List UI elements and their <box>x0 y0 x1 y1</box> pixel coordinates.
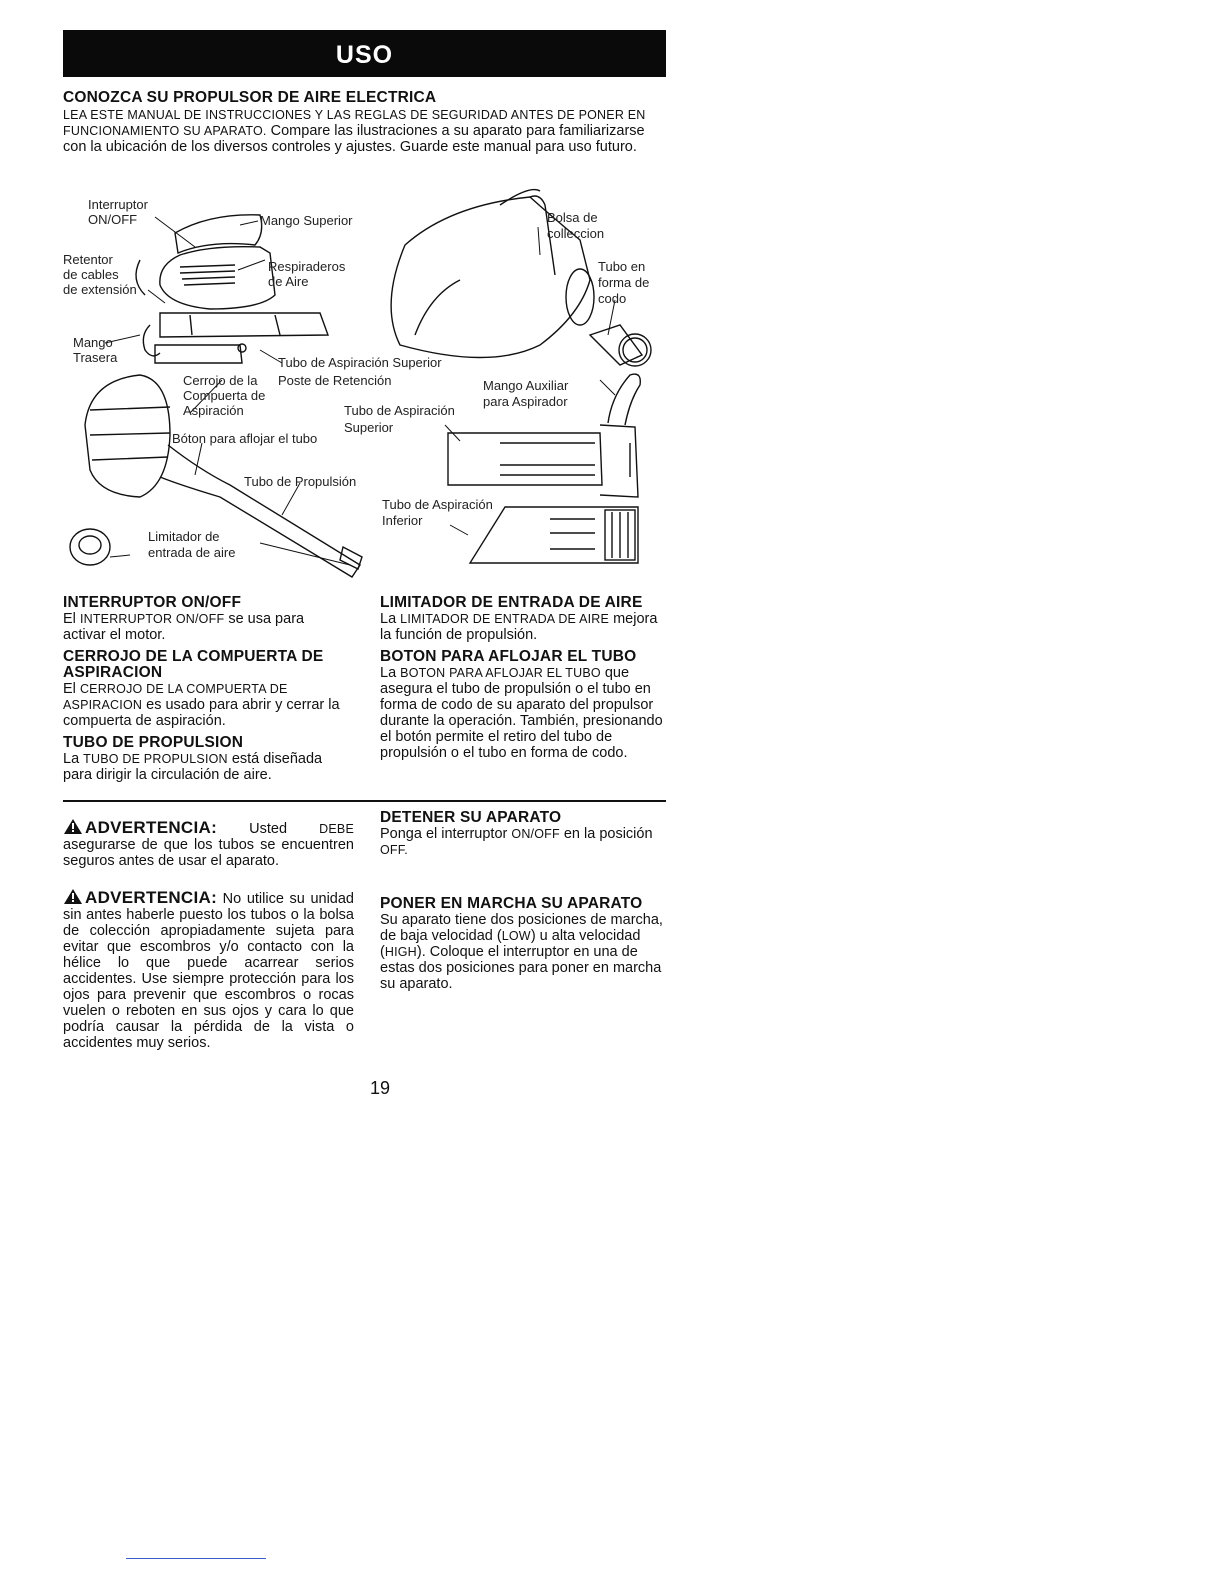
label-mango-aux-1: Mango Auxiliar <box>483 378 569 393</box>
lower-suction-tube-illustration <box>470 507 638 563</box>
stop-section <box>380 810 666 858</box>
label-bolsa-1: Bolsa de <box>547 210 598 225</box>
label-tubo-codo-1: Tubo en <box>598 259 646 274</box>
label-retentor-2: de cables <box>63 267 119 282</box>
label-tubo-asp-inf-1: Tubo de Aspiración <box>382 497 493 512</box>
label-cerrojo-3: Aspiración <box>183 403 244 418</box>
label-tubo-propulsion: Tubo de Propulsión <box>244 474 357 489</box>
label-tubo-asp-sup-b2: Superior <box>344 420 394 435</box>
label-limitador-2: entrada de aire <box>148 545 236 560</box>
label-poste: Poste de Retención <box>278 373 392 388</box>
cerrojo-text: El CERROJO DE LA COMPUERTA DE ASPIRACION es usado para abrir y cerrar la compuerta de aspiración. <box>63 681 340 729</box>
boton-text: La BOTON PARA AFLOJAR EL TUBO que asegura el tubo de propulsión o el tubo en forma de codo de su aparato del propulsor durante la operación. También, presionando el botón permite el retiro del tubo de propulsión o el tubo en forma de codo. <box>380 665 663 761</box>
label-cerrojo-1: Cerrojo de la <box>183 373 258 388</box>
start-text: Su aparato tiene dos posiciones de marcha, de baja velocidad (LOW) u alta velocidad (HIGH). Coloque el interruptor en una de estas dos posiciones para poner en marcha su aparato. <box>380 912 663 992</box>
start-heading: PONER EN MARCHA SU APARATO <box>380 895 643 912</box>
page-number: 19 <box>369 1078 391 1098</box>
limitador-heading: LIMITADOR DE ENTRADA DE AIRE <box>380 594 643 611</box>
label-tubo-asp-inf-2: Inferior <box>382 513 423 528</box>
label-bolsa-2: colleccion <box>547 226 605 241</box>
stop-heading: DETENER SU APARATO <box>380 809 562 826</box>
label-tubo-codo-2: forma de <box>598 275 650 290</box>
section-divider <box>63 800 666 802</box>
tubo-propulsion-text: La TUBO DE PROPULSION está diseñada para dirigir la circulación de aire. <box>63 751 323 783</box>
warning-icon <box>63 818 83 835</box>
label-respiraderos-1: Respiraderos <box>268 259 346 274</box>
label-boton: Bóton para aflojar el tubo <box>172 431 318 446</box>
interruptor-text: El INTERRUPTOR ON/OFF se usa para activar el motor. <box>63 611 305 643</box>
label-mango-trasera-1: Mango <box>73 335 113 350</box>
footer-line <box>126 1558 266 1559</box>
label-respiraderos-2: de Aire <box>268 274 309 289</box>
cerrojo-heading: CERROJO DE LA COMPUERTA DE ASPIRACION <box>63 648 324 681</box>
intro-text <box>63 107 666 155</box>
warning-2-title: ADVERTENCIA: <box>63 888 217 907</box>
label-cerrojo-2: Compuerta de <box>183 388 266 403</box>
label-mango-aux-2: para Aspirador <box>483 394 568 409</box>
warning-1: ADVERTENCIA: Usted DEBE asegurarse de que los tubos se encuentren seguros antes de usar el aparato. <box>63 818 354 869</box>
label-mango-trasera-2: Trasera <box>73 350 118 365</box>
section-banner: USO <box>63 30 666 77</box>
warning-icon <box>63 888 83 905</box>
boton-heading: BOTON PARA AFLOJAR EL TUBO <box>380 648 637 665</box>
warning-1-title: ADVERTENCIA: <box>63 818 217 837</box>
label-retentor-3: de extensión <box>63 282 137 297</box>
interruptor-heading: INTERRUPTOR ON/OFF <box>63 594 242 611</box>
label-limitador-1: Limitador de <box>148 529 220 544</box>
label-tubo-asp-sup-a: Tubo de Aspiración Superior <box>278 355 442 370</box>
label-retentor-1: Retentor <box>63 252 113 267</box>
intro-block <box>63 90 666 155</box>
stop-text: Ponga el interruptor ON/OFF en la posición OFF. <box>380 826 653 857</box>
label-interruptor-2: ON/OFF <box>88 212 138 227</box>
right-column <box>380 595 666 761</box>
elbow-tube-illustration <box>590 325 651 366</box>
start-section <box>380 896 666 992</box>
limitador-text: La LIMITADOR DE ENTRADA DE AIRE mejora la función de propulsión. <box>380 611 658 643</box>
label-tubo-asp-sup-b1: Tubo de Aspiración <box>344 403 455 418</box>
intro-heading: CONOZCA SU PROPULSOR DE AIRE ELECTRICA <box>63 89 437 106</box>
label-mango-superior: Mango Superior <box>260 213 353 228</box>
parts-diagram <box>60 185 666 590</box>
tubo-propulsion-heading: TUBO DE PROPULSION <box>63 734 244 751</box>
warning-2: ADVERTENCIA: No utilice su unidad sin antes haberle puesto los tubos o la bolsa de colección apropiadamente sujeta para evitar que escombros y/o contacto con la hélice lo que puede acarrear serios accidentes. Use siempre protección para los ojos para prevenir que escombros o rocas vuelen o reboten en sus ojos y cara lo que podría causar la pérdida de la vista o accidentes muy serios. <box>63 888 354 1051</box>
label-interruptor-1: Interruptor <box>88 197 148 212</box>
intro-body-text: Compare las ilustraciones a su aparato para familiarizarse con la ubicación de los diversos controles y ajustes. Guarde este manual para uso futuro. <box>63 123 645 155</box>
intro-caps-text: LEA ESTE MANUAL DE INSTRUCCIONES Y LAS REGLAS DE SEGURIDAD ANTES DE PONER EN FUNCIONAMIENTO SU APARATO. <box>63 108 646 138</box>
left-column <box>63 595 346 783</box>
label-tubo-codo-3: codo <box>598 291 627 306</box>
